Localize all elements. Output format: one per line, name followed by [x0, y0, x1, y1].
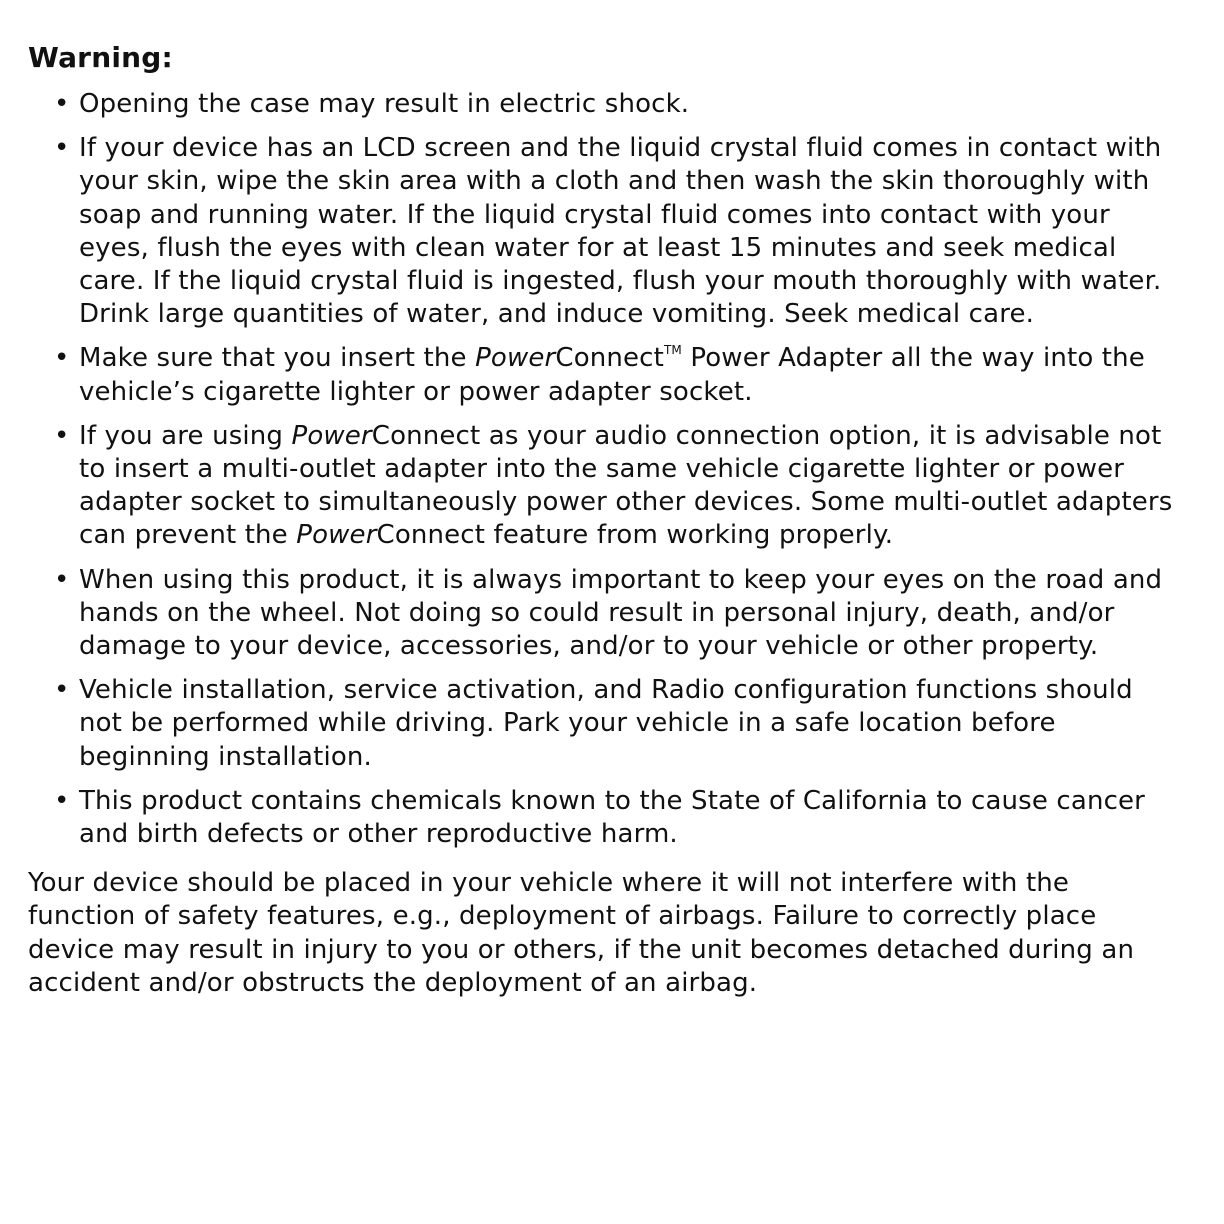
warning-item-text: Vehicle installation, service activation, and Radio configuration functions should not be performed while driving. Park your vehicle in a safe location before beginning installation.	[79, 675, 1133, 772]
warning-list	[28, 88, 1184, 851]
warning-item-text: If your device has an LCD screen and the liquid crystal fluid comes in contact with your skin, wipe the skin area with a cloth and then wash the skin thoroughly with soap and running water. If the liquid crystal fluid comes into contact with your eyes, flush the eyes with clean water for at least 15 minutes and seek medical care. If the liquid crystal fluid is ingested, flush your mouth thoroughly with water. Drink large quantities of water, and induce vomiting. Seek medical care.	[79, 133, 1162, 330]
bullet-dot	[54, 132, 74, 165]
bullet-dot	[54, 564, 74, 597]
bullet-dot	[54, 674, 74, 707]
warning-item-text: Opening the case may result in electric shock.	[79, 89, 690, 119]
warning-item-text-pre: Make sure that you insert the	[79, 343, 476, 374]
bullet-dot	[54, 342, 74, 375]
warning-item-power-adapter-insert	[28, 342, 1184, 408]
placement-paragraph: Your device should be placed in your vehicle where it will not interfere with the function of safety features, e.g., deployment of airbags. Failure to correctly place device may result in injury to you or others, if the unit becomes detached during an accident and/or obstructs the deployment of an airbag.	[28, 868, 1135, 998]
warning-item-eyes-on-road	[28, 564, 1184, 664]
brand-name-italic: Power	[296, 520, 377, 551]
warning-item-text-post: feature from working properly.	[485, 520, 894, 551]
warning-item-text-mid: as your audio connection option, it is advisable not to insert a multi-outlet adapter into the same vehicle cigarette lighter or power adapter socket to simultaneously power other devices. Some multi-outlet adapters can prevent the	[79, 420, 1173, 551]
bullet-dot	[54, 420, 74, 453]
warning-item-multi-outlet	[28, 420, 1184, 553]
brand-name-italic: Power	[475, 343, 556, 374]
brand-name-rest: Connect	[555, 343, 664, 374]
warning-item-electric-shock	[28, 88, 1184, 121]
bullet-dot	[54, 88, 74, 121]
bullet-dot	[54, 785, 74, 818]
brand-name-rest: Connect	[371, 420, 481, 451]
warning-item-california-chemicals	[28, 785, 1184, 851]
trademark-symbol: TM	[663, 343, 682, 358]
warning-item-text: When using this product, it is always important to keep your eyes on the road and hands on the wheel. Not doing so could result in personal injury, death, and/or damage to your device, accessories, and/or to your vehicle or other property.	[79, 564, 1163, 662]
warning-item-installation-while-driving	[28, 674, 1184, 774]
warning-item-text-post: Power Adapter all the way into the vehicle’s cigarette lighter or power adapter socket.	[79, 343, 1145, 407]
brand-name-rest: Connect	[376, 520, 486, 551]
warning-item-text: This product contains chemicals known to the State of California to cause cancer and birth defects or other reproductive harm.	[79, 785, 1146, 850]
warning-item-lcd-fluid	[28, 132, 1184, 331]
warning-item-text-pre: If you are using	[79, 420, 292, 451]
warning-heading: Warning:	[28, 41, 173, 74]
brand-name-italic: Power	[291, 420, 372, 451]
